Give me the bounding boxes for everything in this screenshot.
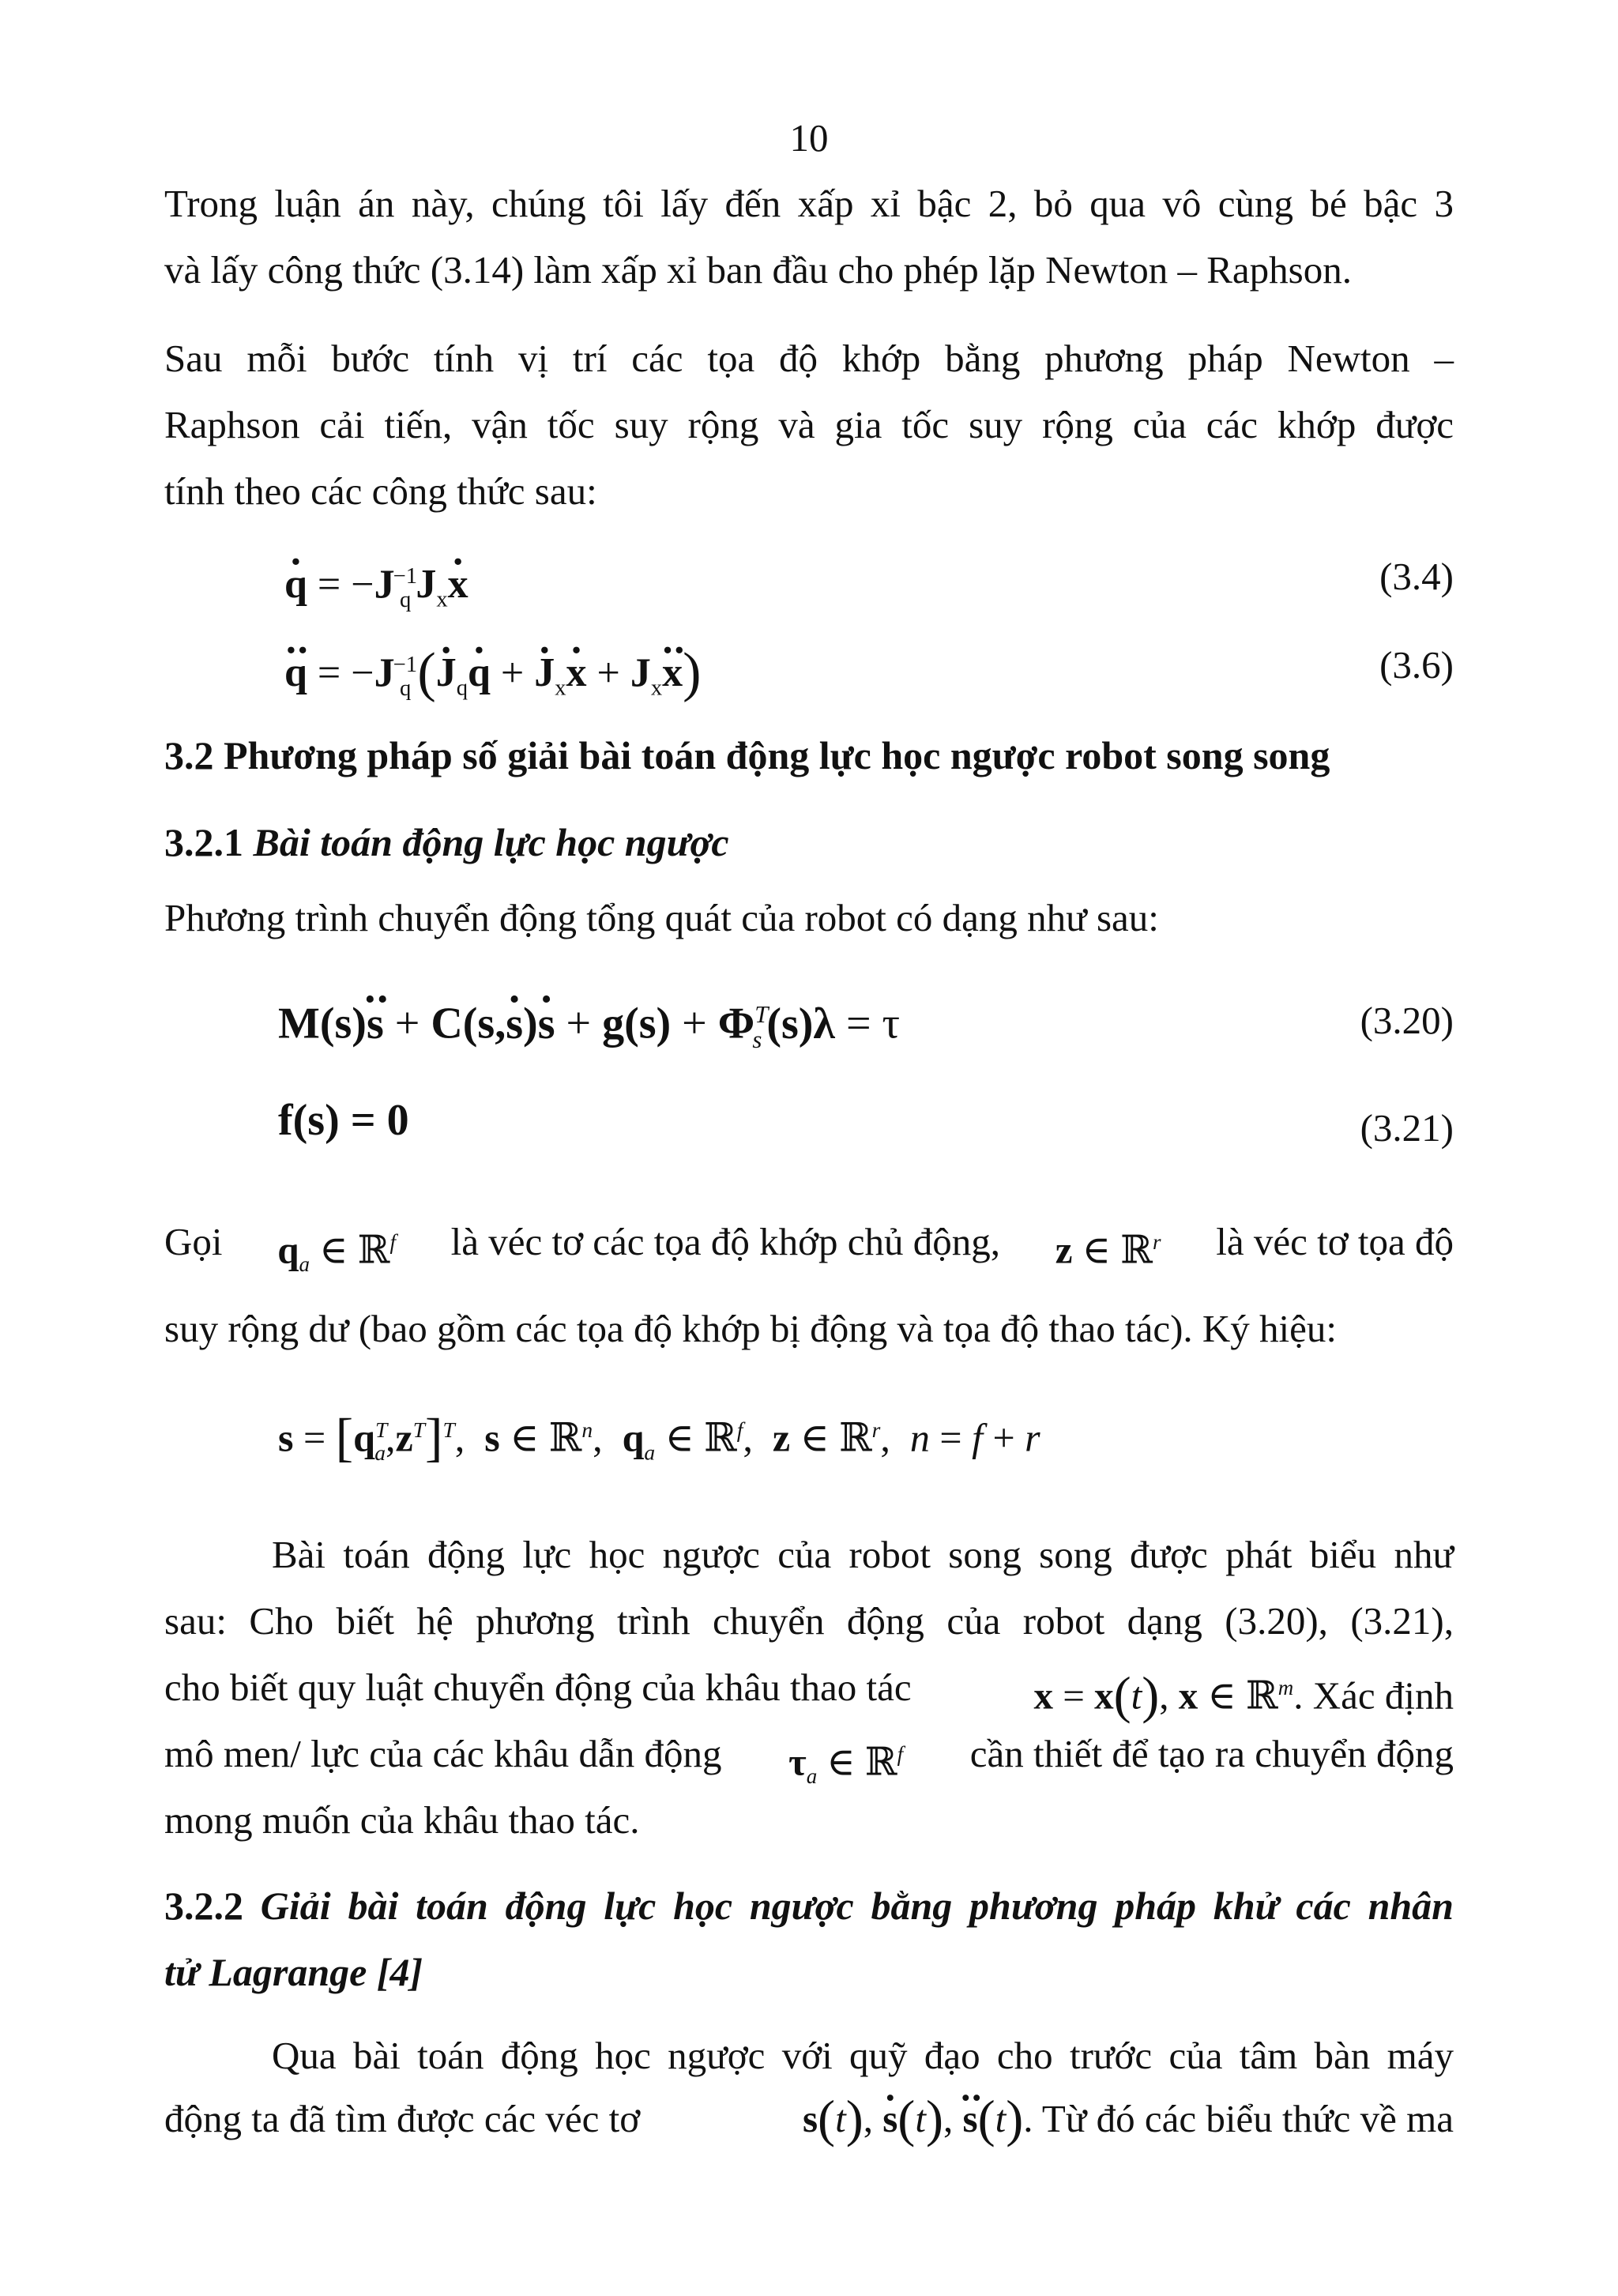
equation-3-4: · $q = -J^{-1}_q$ $J_x\cdot x$ bbox=[284, 545, 468, 632]
inline-math: $q_a$ ∈ ℝ$^f$ bbox=[277, 1228, 396, 1277]
equation-3-6: ·· $q = -J^{-1}_q$ (· $J_q\cdot q$ + · $J_x\cdot x + J_x\cdot\cdot x$) bbox=[284, 634, 702, 721]
equation-number: (3.6) bbox=[1379, 643, 1454, 687]
paragraph-line: Trong luận án này, chúng tôi lấy đến xấp xỉ bậc 2, bỏ qua vô cùng bé bậc 3 bbox=[164, 182, 1454, 225]
equation-3-21: f(s) = 0 bbox=[278, 1096, 409, 1145]
subsection-heading bbox=[164, 809, 729, 875]
text-run: động ta đã tìm được các véc tơ bbox=[164, 2097, 641, 2140]
paragraph-line bbox=[164, 1209, 1454, 1297]
equation-number: (3.20) bbox=[1360, 999, 1454, 1042]
text-run: . Từ đó các biểu thức về ma bbox=[1023, 2097, 1454, 2140]
paragraph-line bbox=[164, 1654, 1454, 1730]
equation-s-definition: $s = [q^T_a,z^T]^T$, s ∈ ℝ$^n$, $q_a$ ∈ ℝ$^f$, z ∈ ℝ$^r$, n = f + r bbox=[278, 1408, 1040, 1468]
inline-math: $\tau_a$ ∈ ℝ$^f$ bbox=[788, 1740, 904, 1789]
paragraph-line: Bài toán động lực học ngược của robot song song được phát biểu như bbox=[272, 1533, 1454, 1576]
inline-math: z ∈ ℝ$^r$ bbox=[1055, 1228, 1161, 1272]
paragraph-line: và lấy công thức (3.14) làm xấp xỉ ban đầu cho phép lặp Newton – Raphson. bbox=[164, 248, 1352, 292]
equation-number: (3.4) bbox=[1379, 555, 1454, 598]
text-run: cần thiết để tạo ra chuyển động bbox=[969, 1732, 1454, 1775]
subsection-heading bbox=[164, 1873, 1454, 1939]
equation-3-20: $M(s)\cdot\cdot s + C(s,\cdot s)\cdot s + g(s) + \Phi^T_s$ (s)λ = τ bbox=[278, 983, 900, 1071]
subsection-heading-continued bbox=[164, 1939, 1454, 2005]
subsection-title: Giải bài toán động lực học ngược bằng phương pháp khử các nhân bbox=[260, 1884, 1454, 1928]
section-heading: 3.2 Phương pháp số giải bài toán động lực học ngược robot song song bbox=[164, 733, 1330, 777]
text-run: là véc tơ tọa độ bbox=[1216, 1220, 1454, 1263]
equation-number: (3.21) bbox=[1360, 1106, 1454, 1150]
paragraph-line: sau: Cho biết hệ phương trình chuyển động của robot dạng (3.20), (3.21), bbox=[164, 1599, 1454, 1643]
text-run: mô men/ lực của các khâu dẫn động bbox=[164, 1732, 722, 1775]
paragraph-line bbox=[164, 2086, 1454, 2152]
subsection-number: 3.2.2 bbox=[164, 1884, 243, 1928]
text-run: . Xác định bbox=[1293, 1673, 1454, 1718]
text-run: Gọi bbox=[164, 1220, 223, 1263]
text-run: cho biết quy luật chuyển động của khâu thao tác bbox=[164, 1666, 912, 1709]
paragraph-line: Qua bài toán động học ngược với quỹ đạo cho trước của tâm bàn máy bbox=[272, 2034, 1454, 2077]
paragraph-line: Raphson cải tiến, vận tốc suy rộng và gia tốc suy rộng của các khớp được bbox=[164, 403, 1454, 446]
paragraph-line: mong muốn của khâu thao tác. bbox=[164, 1798, 640, 1842]
inline-math: s(t), · s(t), ·· s(t). Từ đó các biểu thức về ma bbox=[803, 2086, 1454, 2152]
paragraph-line: Sau mỗi bước tính vị trí các tọa độ khớp bằng phương pháp Newton – bbox=[164, 337, 1454, 380]
subsection-number: 3.2.1 bbox=[164, 820, 243, 864]
paragraph-line: suy rộng dư (bao gồm các tọa độ khớp bị động và tọa độ thao tác). Ký hiệu: bbox=[164, 1307, 1338, 1350]
text-run: là véc tơ các tọa độ khớp chủ động, bbox=[450, 1220, 1001, 1263]
subsection-title: Bài toán động lực học ngược bbox=[253, 820, 729, 864]
paragraph-line: tính theo các công thức sau: bbox=[164, 469, 597, 513]
page-number: 10 bbox=[789, 116, 829, 160]
inline-math: x = x(t), x ∈ ℝ$^m$. Xác định bbox=[1033, 1666, 1454, 1725]
subsection-title: tử Lagrange [4] bbox=[164, 1950, 423, 1994]
paragraph-line: Phương trình chuyển động tổng quát của robot có dạng như sau: bbox=[164, 896, 1159, 939]
